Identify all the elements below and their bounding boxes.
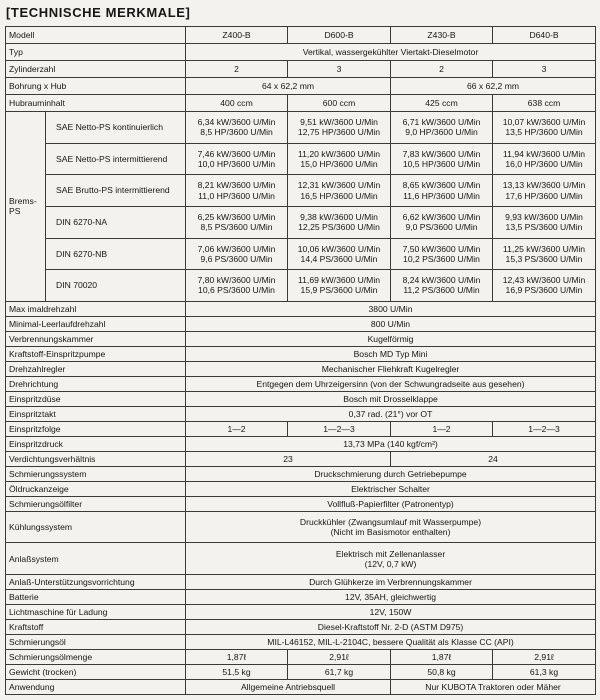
model-name: Z400-B xyxy=(186,27,288,44)
cell-value: 11,25 kW/3600 U/Min 15,3 PS/3600 U/Min xyxy=(493,238,596,270)
brems-row xyxy=(6,270,596,302)
row-label: Modell xyxy=(6,27,186,44)
cell-value: 66 x 62,2 mm xyxy=(391,78,596,95)
cell-value: 6,62 kW/3600 U/Min 9,0 PS/3600 U/Min xyxy=(391,206,493,238)
row-label: Kraftstoff-Einspritzpumpe xyxy=(6,346,186,361)
row-label: Verbrennungskammer xyxy=(6,331,186,346)
table-row xyxy=(6,605,596,620)
table-row xyxy=(6,496,596,511)
table-row xyxy=(6,301,596,316)
row-label: Verdichtungsverhältnis xyxy=(6,451,186,466)
row-label: SAE Netto-PS kontinuierlich xyxy=(46,112,186,144)
cell-value: 9,51 kW/3600 U/Min 12,75 HP/3600 U/Min xyxy=(288,112,391,144)
model-name: D600-B xyxy=(288,27,391,44)
row-label: Max imaldrehzahl xyxy=(6,301,186,316)
model-name: D640-B xyxy=(493,27,596,44)
cell-value: 8,21 kW/3600 U/Min 11,0 HP/3600 U/Min xyxy=(186,175,288,207)
cell-value: Druckschmierung durch Getriebepumpe xyxy=(186,466,596,481)
cell-value: 1—2—3 xyxy=(288,421,391,436)
row-label: Bohrung x Hub xyxy=(6,78,186,95)
cell-value: 9,38 kW/3600 U/Min 12,25 PS/3600 U/Min xyxy=(288,206,391,238)
cell-value: Nur KUBOTA Traktoren oder Mäher xyxy=(391,680,596,695)
cell-value: Elektrischer Schalter xyxy=(186,481,596,496)
row-label: Lichtmaschine für Ladung xyxy=(6,605,186,620)
cell-value: 3 xyxy=(493,61,596,78)
row-label: SAE Brutto-PS intermittierend xyxy=(46,175,186,207)
table-row xyxy=(6,511,596,543)
cell-value: 10,07 kW/3600 U/Min 13,5 HP/3600 U/Min xyxy=(493,112,596,144)
cell-value: 7,06 kW/3600 U/Min 9,6 PS/3600 U/Min xyxy=(186,238,288,270)
row-label: Zylinderzahl xyxy=(6,61,186,78)
table-row xyxy=(6,376,596,391)
cell-value: 23 xyxy=(186,451,391,466)
cell-value: MIL-L46152, MIL-L-2104C, bessere Qualität als Klasse CC (API) xyxy=(186,635,596,650)
table-row xyxy=(6,481,596,496)
cell-value: Mechanischer Fliehkraft Kugelregler xyxy=(186,361,596,376)
cell-value: 400 ccm xyxy=(186,95,288,112)
row-label: DIN 70020 xyxy=(46,270,186,302)
cell-value: Bosch MD Typ Mini xyxy=(186,346,596,361)
cell-value: 800 U/Min xyxy=(186,316,596,331)
cell-value: 11,69 kW/3600 U/Min 15,9 PS/3600 U/Min xyxy=(288,270,391,302)
cell-value: 13,73 MPa (140 kgf/cm²) xyxy=(186,436,596,451)
cell-value: 61,7 kg xyxy=(288,665,391,680)
cell-value: 425 ccm xyxy=(391,95,493,112)
cell-value: 13,13 kW/3600 U/Min 17,6 HP/3600 U/Min xyxy=(493,175,596,207)
cell-value: 12V, 150W xyxy=(186,605,596,620)
cell-value: 7,46 kW/3600 U/Min 10,0 HP/3600 U/Min xyxy=(186,143,288,175)
row-label: Einspritztakt xyxy=(6,406,186,421)
table-row xyxy=(6,590,596,605)
cell-value: 12,43 kW/3600 U/Min 16,9 PS/3600 U/Min xyxy=(493,270,596,302)
row-label: Drehzahlregler xyxy=(6,361,186,376)
cell-value: 7,80 kW/3600 U/Min 10,6 PS/3600 U/Min xyxy=(186,270,288,302)
cell-value: 600 ccm xyxy=(288,95,391,112)
cell-value: Vertikal, wassergekühlter Viertakt-Dieselmotor xyxy=(186,44,596,61)
cell-value: 12V, 35AH, gleichwertig xyxy=(186,590,596,605)
row-label: Einspritzfolge xyxy=(6,421,186,436)
row-label: Einspritzdruck xyxy=(6,436,186,451)
model-name: Z430-B xyxy=(391,27,493,44)
cell-value: Allgemeine Antriebsquell xyxy=(186,680,391,695)
row-label: Anlaß-Unterstützungsvorrichtung xyxy=(6,575,186,590)
row-label: Schmierungsöl xyxy=(6,635,186,650)
cell-value: 61,3 kg xyxy=(493,665,596,680)
cell-value: 2,91ℓ xyxy=(288,650,391,665)
cell-value: 51,5 kg xyxy=(186,665,288,680)
cell-value: 1—2 xyxy=(391,421,493,436)
row-label: Einspritzdüse xyxy=(6,391,186,406)
cell-value: Kugelförmig xyxy=(186,331,596,346)
table-row xyxy=(6,44,596,61)
table-row xyxy=(6,635,596,650)
table-row xyxy=(6,421,596,436)
table-row xyxy=(6,78,596,95)
brems-row xyxy=(6,206,596,238)
table-row xyxy=(6,543,596,575)
row-label: Typ xyxy=(6,44,186,61)
cell-value: Durch Glühkerze im Verbrennungskammer xyxy=(186,575,596,590)
cell-value: 11,20 kW/3600 U/Min 15,0 HP/3600 U/Min xyxy=(288,143,391,175)
brems-group-label: Brems- PS xyxy=(6,112,46,302)
row-label: Öldruckanzeige xyxy=(6,481,186,496)
table-row xyxy=(6,650,596,665)
row-label: Schmierungssystem xyxy=(6,466,186,481)
table-row xyxy=(6,665,596,680)
spec-table xyxy=(5,26,596,695)
brems-row xyxy=(6,112,596,144)
cell-value: 1—2—3 xyxy=(493,421,596,436)
cell-value: 7,83 kW/3600 U/Min 10,5 HP/3600 U/Min xyxy=(391,143,493,175)
table-row xyxy=(6,361,596,376)
cell-value: 8,65 kW/3600 U/Min 11,6 HP/3600 U/Min xyxy=(391,175,493,207)
cell-value: Elektrisch mit Zellenanlasser (12V, 0,7 kW) xyxy=(186,543,596,575)
table-row xyxy=(6,346,596,361)
cell-value: 638 ccm xyxy=(493,95,596,112)
table-row xyxy=(6,331,596,346)
table-row xyxy=(6,436,596,451)
row-label: Schmierungsölfilter xyxy=(6,496,186,511)
cell-value: 6,71 kW/3600 U/Min 9,0 HP/3600 U/Min xyxy=(391,112,493,144)
cell-value: 24 xyxy=(391,451,596,466)
cell-value: 9,93 kW/3600 U/Min 13,5 PS/3600 U/Min xyxy=(493,206,596,238)
cell-value: 12,31 kW/3600 U/Min 16,5 HP/3600 U/Min xyxy=(288,175,391,207)
cell-value: 8,24 kW/3600 U/Min 11,2 PS/3600 U/Min xyxy=(391,270,493,302)
table-row xyxy=(6,316,596,331)
row-label: Hubrauminhalt xyxy=(6,95,186,112)
cell-value: 6,34 kW/3600 U/Min 8,5 HP/3600 U/Min xyxy=(186,112,288,144)
header-row xyxy=(6,27,596,44)
cell-value: Diesel-Kraftstoff Nr. 2-D (ASTM D975) xyxy=(186,620,596,635)
cell-value: 7,50 kW/3600 U/Min 10,2 PS/3600 U/Min xyxy=(391,238,493,270)
row-label: Kraftstoff xyxy=(6,620,186,635)
brems-row xyxy=(6,143,596,175)
cell-value: Bosch mit Drosselklappe xyxy=(186,391,596,406)
row-label: Gewicht (trocken) xyxy=(6,665,186,680)
row-label: Anwendung xyxy=(6,680,186,695)
row-label: Batterie xyxy=(6,590,186,605)
table-row xyxy=(6,406,596,421)
table-row xyxy=(6,680,596,695)
table-row xyxy=(6,61,596,78)
row-label: Minimal-Leerlaufdrehzahl xyxy=(6,316,186,331)
table-row xyxy=(6,391,596,406)
cell-value: 1,87ℓ xyxy=(186,650,288,665)
cell-value: 10,06 kW/3600 U/Min 14,4 PS/3600 U/Min xyxy=(288,238,391,270)
page-title: [TECHNISCHE MERKMALE] xyxy=(6,5,191,20)
cell-value: 0,37 rad. (21°) vor OT xyxy=(186,406,596,421)
table-row xyxy=(6,451,596,466)
cell-value: 6,25 kW/3600 U/Min 8,5 PS/3600 U/Min xyxy=(186,206,288,238)
cell-value: 1,87ℓ xyxy=(391,650,493,665)
cell-value: 64 x 62,2 mm xyxy=(186,78,391,95)
row-label: Kühlungssystem xyxy=(6,511,186,543)
cell-value: 3800 U/Min xyxy=(186,301,596,316)
row-label: DIN 6270-NA xyxy=(46,206,186,238)
row-label: Drehrichtung xyxy=(6,376,186,391)
brems-row xyxy=(6,238,596,270)
cell-value: Druckkühler (Zwangsumlauf mit Wasserpumpe) (Nicht im Basismotor enthalten) xyxy=(186,511,596,543)
table-row xyxy=(6,575,596,590)
row-label: Schmierungsölmenge xyxy=(6,650,186,665)
cell-value: 2 xyxy=(391,61,493,78)
row-label: SAE Netto-PS intermittierend xyxy=(46,143,186,175)
cell-value: 3 xyxy=(288,61,391,78)
table-row xyxy=(6,95,596,112)
cell-value: 2,91ℓ xyxy=(493,650,596,665)
row-label: DIN 6270-NB xyxy=(46,238,186,270)
cell-value: 50,8 kg xyxy=(391,665,493,680)
table-row xyxy=(6,466,596,481)
cell-value: 2 xyxy=(186,61,288,78)
table-row xyxy=(6,620,596,635)
cell-value: 11,94 kW/3600 U/Min 16,0 HP/3600 U/Min xyxy=(493,143,596,175)
cell-value: Vollfluß-Papierfilter (Patronentyp) xyxy=(186,496,596,511)
cell-value: 1—2 xyxy=(186,421,288,436)
cell-value: Entgegen dem Uhrzeigersinn (von der Schwungradseite aus gesehen) xyxy=(186,376,596,391)
brems-row xyxy=(6,175,596,207)
row-label: Anlaßsystem xyxy=(6,543,186,575)
